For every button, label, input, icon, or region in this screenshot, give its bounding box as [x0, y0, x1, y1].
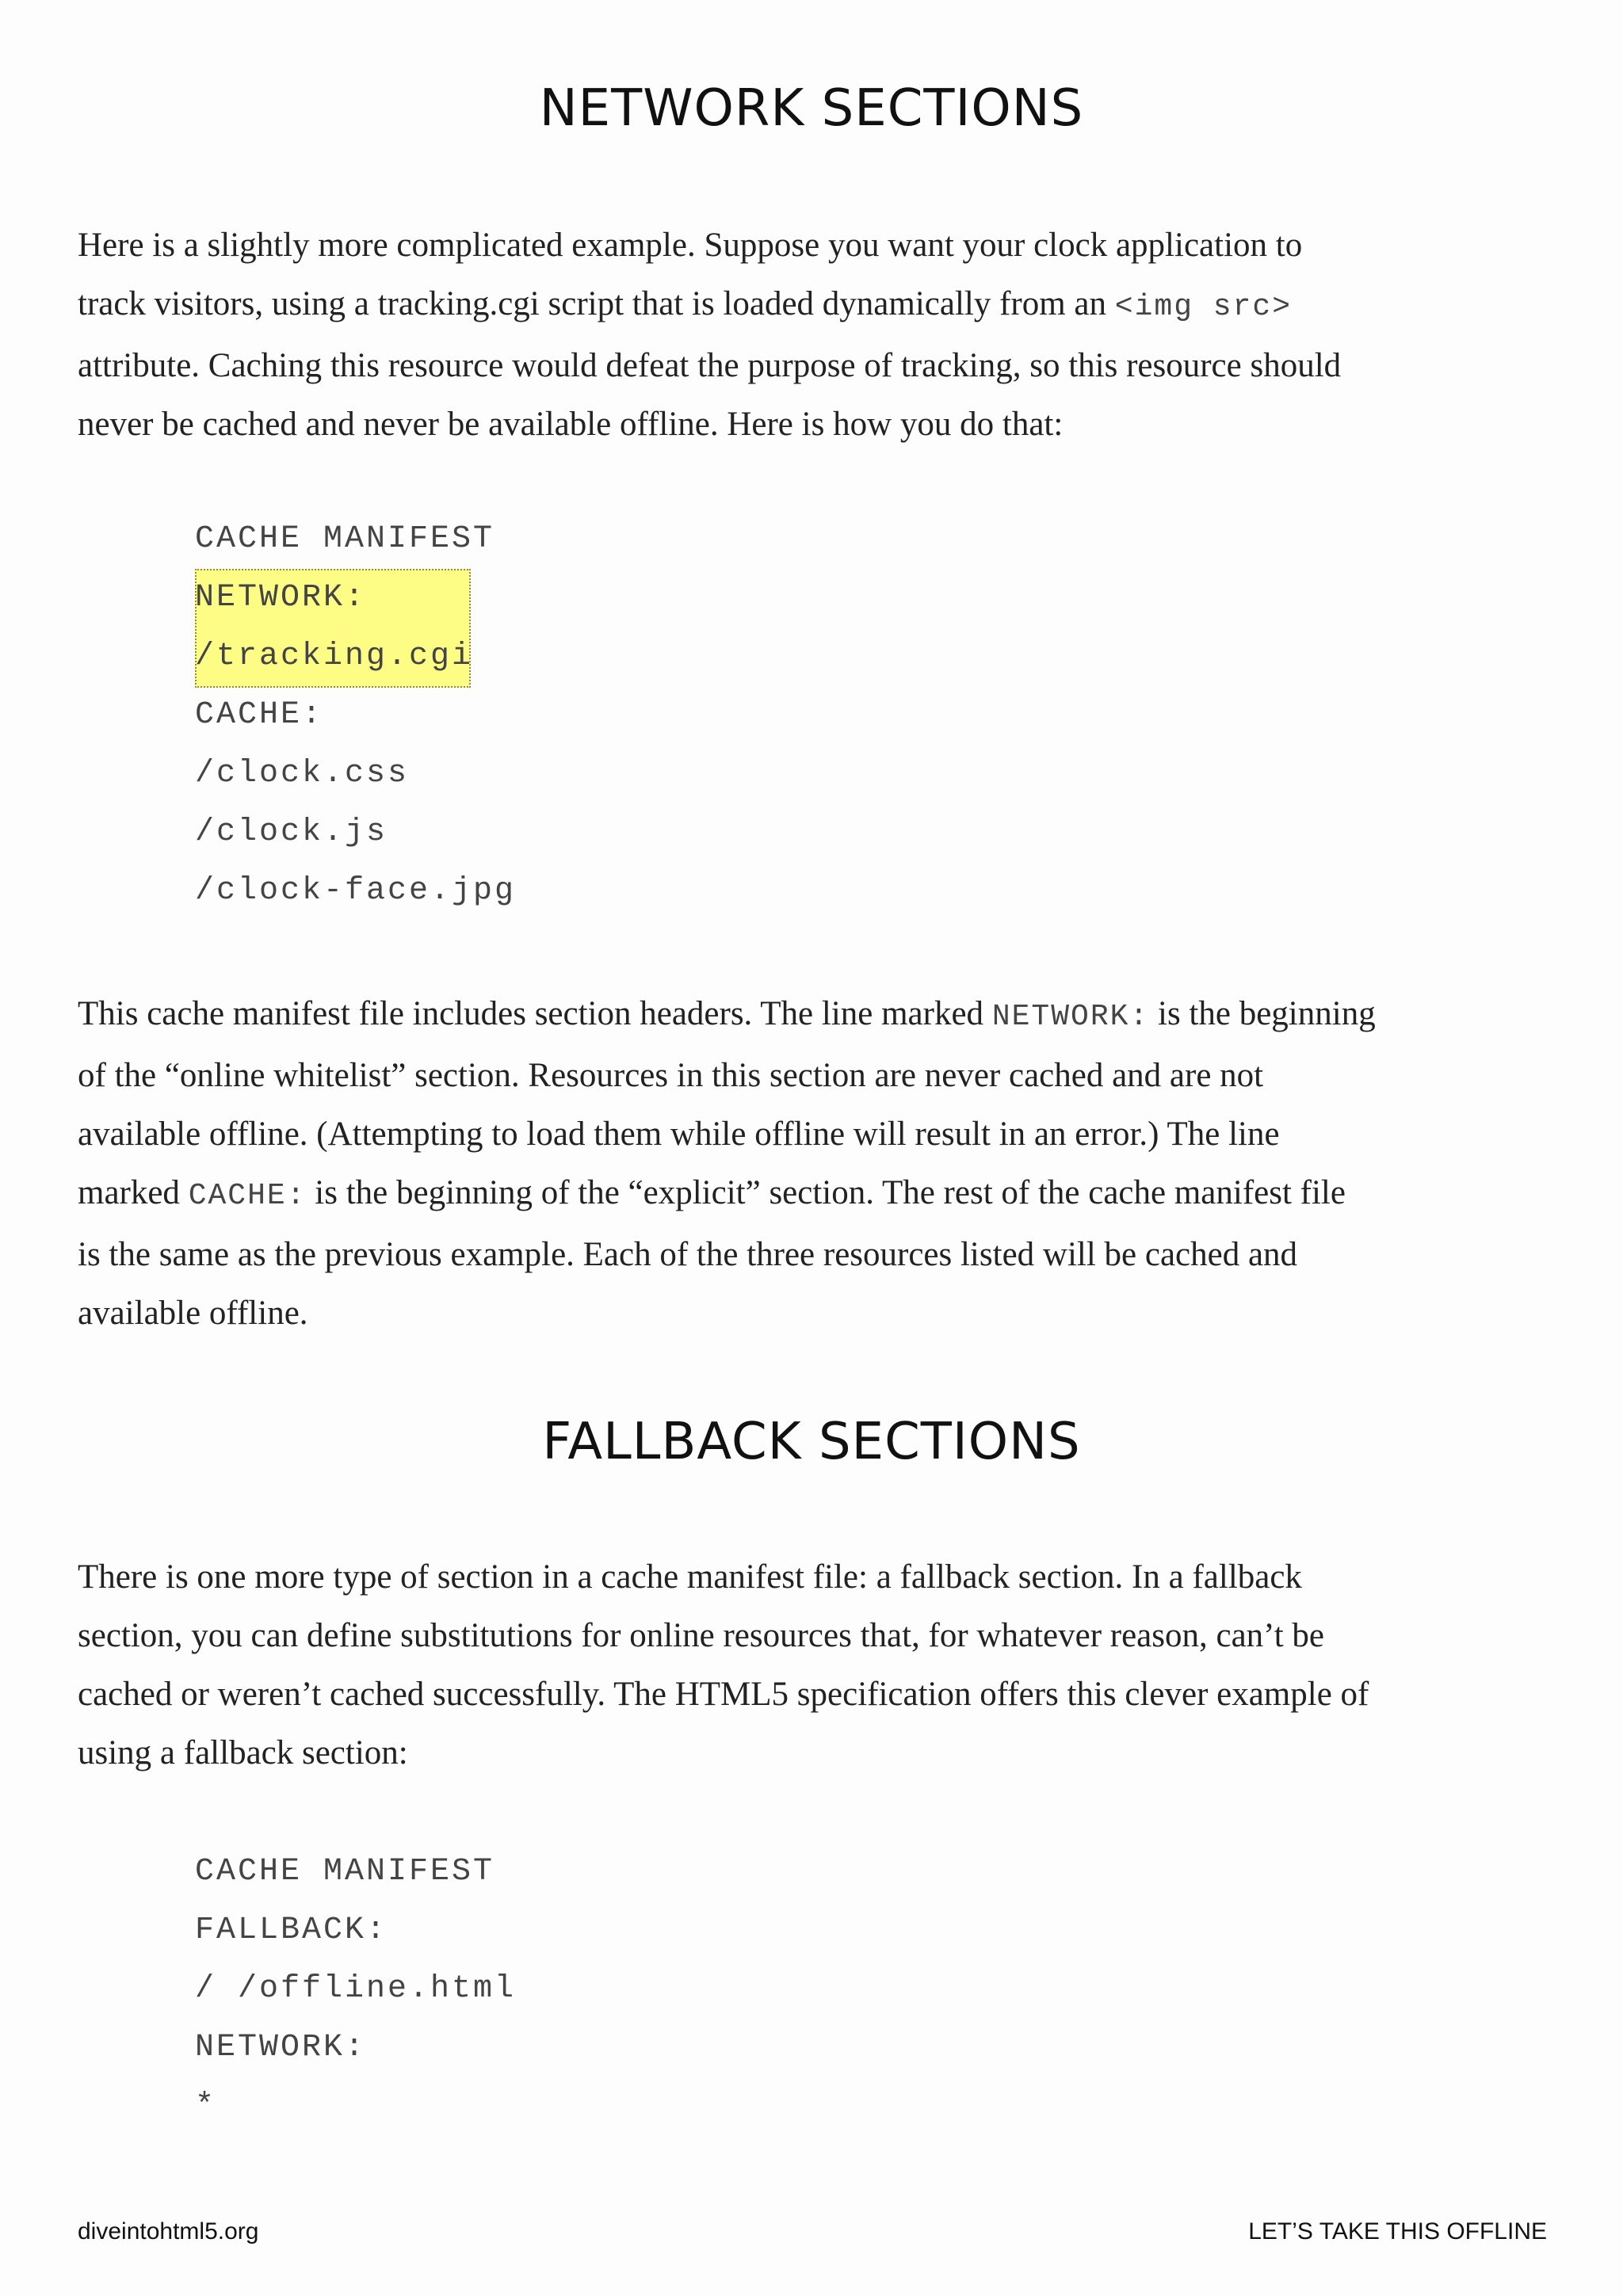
- footer-site-link[interactable]: diveintohtml5.org: [78, 2218, 259, 2245]
- fallback-code-block: [195, 1843, 516, 2136]
- network-explain-paragraph: This cache manifest file includes section headers. The line marked NETWORK: is the beginning of the “online whitelist” section. Resources in this section are never cached and are not available offline. (Attempting to load them while offline will result in an error.) The line marked CACHE: is the beginning of the “explicit” section. The rest of the cache manifest file is the same as the previous example. Each of the three resources listed will be cached and available offline.: [78, 995, 1376, 1332]
- network-intro-paragraph: Here is a slightly more complicated example. Suppose you want your clock application to track visitors, using a tracking.cgi script that is loaded dynamically from an <img src> attribute. Caching this resource would defeat the purpose of tracking, so this resource should never be cached and never be available offline. Here is how you do that:: [78, 227, 1342, 443]
- section-heading-fallback: FALLBACK SECTIONS: [542, 1413, 1081, 1471]
- inline-code-network: NETWORK:: [991, 1000, 1150, 1034]
- code-line: CACHE MANIFEST: [195, 1854, 495, 1890]
- code-line: *: [195, 2088, 217, 2124]
- section-heading-network: NETWORK SECTIONS: [539, 79, 1084, 138]
- network-code-block: [195, 510, 516, 921]
- code-line: / /offline.html: [195, 1971, 517, 2007]
- footer-chapter-title: LET’S TAKE THIS OFFLINE: [1248, 2218, 1547, 2245]
- code-line: CACHE MANIFEST: [195, 521, 495, 557]
- code-line: /clock.css: [195, 756, 410, 791]
- inline-code-cache: CACHE:: [188, 1179, 307, 1213]
- code-line: FALLBACK:: [195, 1913, 388, 1948]
- code-line: NETWORK:: [195, 2030, 367, 2065]
- code-line: /tracking.cgi: [195, 639, 474, 674]
- inline-code-img-src: <img src>: [1114, 290, 1293, 324]
- fallback-intro-paragraph: There is one more type of section in a cache manifest file: a fallback section. In a fallback section, you can define substitutions for online resources that, for whatever reason, can’t be cached or weren’t cached successfully. The HTML5 specification offers this clever example of using a fallback section:: [78, 1558, 1369, 1772]
- code-line: NETWORK:: [195, 580, 367, 616]
- code-line: CACHE:: [195, 697, 324, 733]
- code-line: /clock-face.jpg: [195, 873, 517, 909]
- code-line: /clock.js: [195, 814, 388, 850]
